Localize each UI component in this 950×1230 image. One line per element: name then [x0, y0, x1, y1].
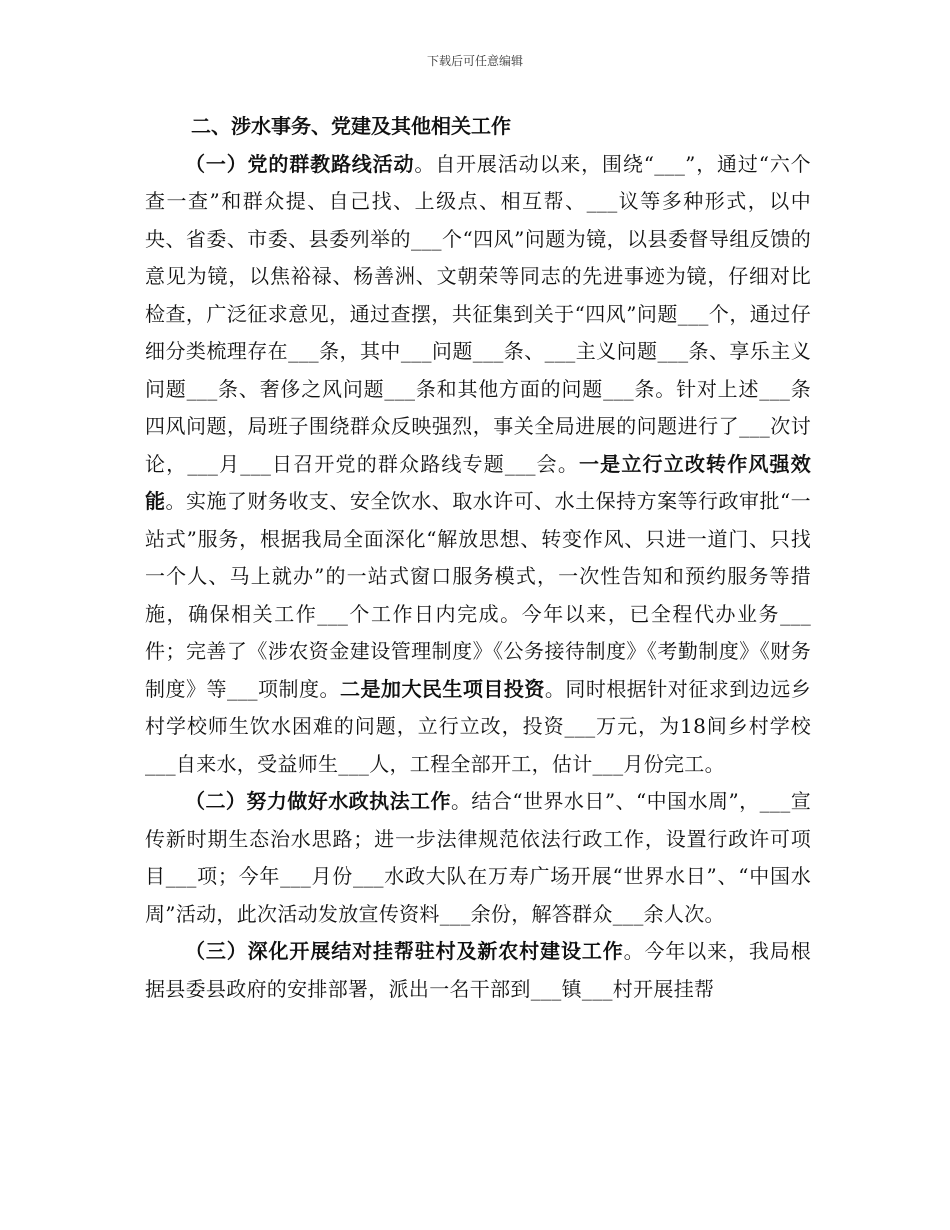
paragraph-mass-line-campaign: [145, 146, 811, 784]
document-body: [145, 108, 811, 1008]
paragraph-title: （三）深化开展结对挂帮驻村及新农村建设工作: [185, 939, 624, 963]
paragraph-text: 。实施了财务收支、安全饮水、取水许可、水土保持方案等行政审批“一站式”服务，根据我局全面深化“解放思想、转变作风、只进一道门、只找一个人、马上就办”的一站式窗口服务模式，一次性告知和预约服务等措施，确保相关工作___个工作日内完成。今年以来，已全程代办业务___件；完善了《涉农资金建设管理制度》《公务接待制度》《考勤制度》《财务制度》等___项制度。: [145, 489, 811, 701]
paragraph-village-assistance: [145, 933, 811, 1008]
page-header: 下载后可任意编辑: [426, 54, 523, 68]
section-heading: 二、涉水事务、党建及其他相关工作: [191, 114, 511, 138]
paragraph-subtitle: 一是立行立改转作风强效能: [145, 451, 812, 513]
paragraph-subtitle: 二是加大民生项目投资: [339, 676, 545, 701]
paragraph-water-law-enforcement: [145, 783, 811, 933]
paragraph-text: 。同时根据针对征求到边远乡村学校师生饮水困难的问题，立行立改，投资___万元，为18间乡村学校___自来水，受益师生___人，工程全部开工，估计___月份完工。: [145, 676, 811, 776]
paragraph-text: 。今年以来，我局根据县委县政府的安排部署，派出一名干部到___镇___村开展挂帮: [145, 939, 811, 1001]
paragraph-title: （二）努力做好水政执法工作: [185, 789, 451, 813]
paragraph-text: 。自开展活动以来，围绕“___”，通过“六个查一查”和群众提、自己找、上级点、相互帮、___议等多种形式，以中央、省委、市委、县委列举的___个“四风”问题为镜，以县委督导组反馈的意见为镜，以焦裕禄、杨善洲、文朝荣等同志的先进事迹为镜，仔细对比检查，广泛征求意见，通过查摆，共征集到关于“四风”问题___个，通过仔细分类梳理存在___条，其中___问题___条、___主义问题___条、享乐主义问题___条、奢侈之风问题___条和其他方面的问题___条。针对上述___条四风问题，局班子围绕群众反映强烈，事关全局进展的问题进行了___次讨论，___月___日召开党的群众路线专题___会。: [145, 151, 811, 476]
paragraph-text: 。结合“世界水日”、“中国水周”，___宣传新时期生态治水思路；进一步法律规范依法行政工作，设置行政许可项目___项；今年___月份___水政大队在万寿广场开展“世界水日”、“中国水周”活动，此次活动发放宣传资料___余份，解答群众___余人次。: [145, 789, 811, 926]
paragraph-title: （一）党的群教路线活动: [185, 151, 415, 176]
